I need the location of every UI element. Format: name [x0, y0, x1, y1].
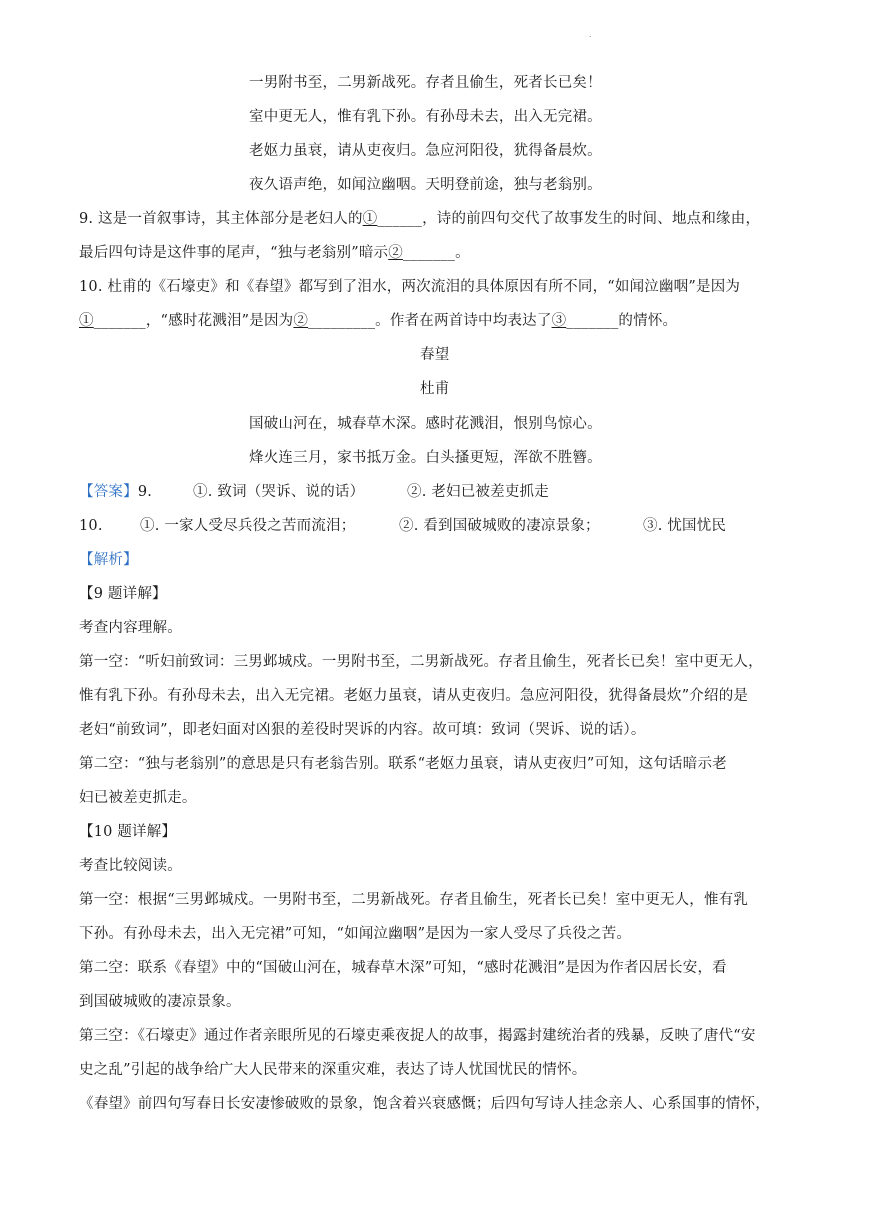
q10-para-3-line-2: 史之乱”引起的战争给广大人民带来的深重灾难，表达了诗人忧国忧民的情怀。 [79, 1062, 587, 1078]
answer-line-1 [79, 482, 152, 502]
q10-para-2-line-1: 第二空：联系《春望》中的“国破山河在，城春草木深”可知，“感时花溅泪”是因为作者囚居长安，看 [79, 960, 727, 976]
answer-10-part-1: ①. 一家人受尽兵役之苦而流泪； [140, 518, 356, 534]
poem-line-2: 室中更无人，惟有乳下孙。有孙母未去，出入无完裙。 [249, 109, 602, 125]
answer-10-part-3: ③. 忧国忧民 [643, 518, 727, 534]
q9-blank-1: ______ [377, 211, 423, 227]
poem2-line-1: 国破山河在，城春草木深。感时花溅泪，恨别鸟惊心。 [249, 416, 602, 432]
question-10-line-1: 10. 杜甫的《石壕吏》和《春望》都写到了泪水，两次流泪的具体原因有所不同，“如闻泣幽咽”是因为 [79, 279, 741, 295]
q9-text-c: 最后四句诗是这件事的尾声，“独与老翁别”暗示 [79, 245, 389, 261]
q9-topic: 考查内容理解。 [79, 620, 182, 636]
q10-blank-3-marker: ③ [551, 313, 567, 329]
poem2-title: 春望 [420, 347, 450, 363]
question-9-line-2 [79, 243, 470, 263]
q9-para-1-line-1: 第一空：“听妇前致词：三男邺城戍。一男附书至，二男新战死。存者且偷生，死者长已矣！室中更无人， [79, 654, 763, 670]
question-10-line-2 [79, 311, 677, 331]
q9-text-a: 9. 这是一首叙事诗，其主体部分是老妇人的 [79, 211, 363, 227]
poem-line-3: 老妪力虽衰，请从吏夜归。急应河阳役，犹得备晨炊。 [249, 143, 602, 159]
poem2-author: 杜甫 [420, 381, 450, 397]
answer-10-part-2: ②. 看到国破城败的凄凉景象； [399, 518, 600, 534]
q9-blank-1-marker: ① [362, 211, 378, 227]
q10-para-4-line-1: 《春望》前四句写春日长安凄惨破败的景象，饱含着兴衰感慨；后四句写诗人挂念亲人、心系国事的情怀， [79, 1096, 770, 1112]
q10-para-1-line-2: 下孙。有孙母未去，出入无完裙”可知，“如闻泣幽咽”是因为一家人受尽了兵役之苦。 [79, 926, 632, 942]
q9-para-2-line-1: 第二空：“独与老翁别”的意思是只有老翁告别。联系“老妪力虽衰，请从吏夜归”可知，这句话暗示老 [79, 756, 727, 772]
q10-para-1-line-1: 第一空：根据“三男邺城戍。一男附书至，二男新战死。存者且偷生，死者长已矣！室中更无人，惟有乳 [79, 892, 749, 908]
q10-blank-1-marker: ① [79, 313, 94, 329]
q10-blank-1: _______ [93, 313, 146, 329]
q10-para-3-line-1: 第三空：《石壕吏》通过作者亲眼所见的石壕吏乘夜捉人的故事，揭露封建统治者的残暴，反映了唐代“安 [79, 1028, 756, 1044]
q9-text-d: 。 [455, 245, 470, 261]
q10-topic: 考查比较阅读。 [79, 858, 182, 874]
q9-blank-2-marker: ② [388, 245, 403, 261]
answer-label: 【答案】 [79, 484, 138, 500]
q10-blank-2-marker: ② [293, 313, 309, 329]
poem-line-4: 夜久语声绝，如闻泣幽咽。天明登前途，独与老翁别。 [249, 177, 602, 193]
q9-para-1-line-2: 惟有乳下孙。有孙母未去，出入无完裙。老妪力虽衰，请从吏夜归。急应河阳役，犹得备晨炊”介绍的是 [79, 688, 749, 704]
q10-text-mid-1: ，“感时花溅泪”是因为 [145, 313, 294, 329]
q10-blank-2: _________ [308, 313, 376, 329]
q9-text-b: ，诗的前四句交代了故事发生的时间、地点和缘由， [422, 211, 761, 227]
poem-line-1: 一男附书至，二男新战死。存者且偷生，死者长已矣！ [249, 75, 602, 91]
q10-blank-3: _______ [566, 313, 619, 329]
q9-para-1-line-3: 老妇“前致词”，即老妇面对凶狠的差役时哭诉的内容。故可填：致词（哭诉、说的话）。 [79, 722, 646, 738]
q10-para-2-line-2: 到国破城败的凄凉景象。 [79, 994, 241, 1010]
analysis-label: 【解析】 [79, 552, 138, 568]
q9-blank-2: _______ [402, 245, 456, 261]
answer-9-number: 9. [137, 484, 153, 500]
answer-9-part-1: ①. 致词（哭诉、说的话） [193, 484, 365, 500]
answer-10-number: 10. [79, 518, 103, 534]
poem2-line-2: 烽火连三月，家书抵万金。白头搔更短，浑欲不胜簪。 [249, 450, 602, 466]
answer-9-part-2: ②. 老妇已被差吏抓走 [407, 484, 549, 500]
q10-text-end: 的情怀。 [618, 313, 678, 329]
header-dot: . [589, 30, 592, 39]
q10-text-mid-2: 。作者在两首诗中均表达了 [375, 313, 552, 329]
q10-detail-heading: 【10 题详解】 [79, 824, 177, 840]
question-9-line-1 [79, 209, 760, 229]
q9-detail-heading: 【9 题详解】 [79, 586, 167, 602]
q9-para-2-line-2: 妇已被差吏抓走。 [79, 790, 197, 806]
